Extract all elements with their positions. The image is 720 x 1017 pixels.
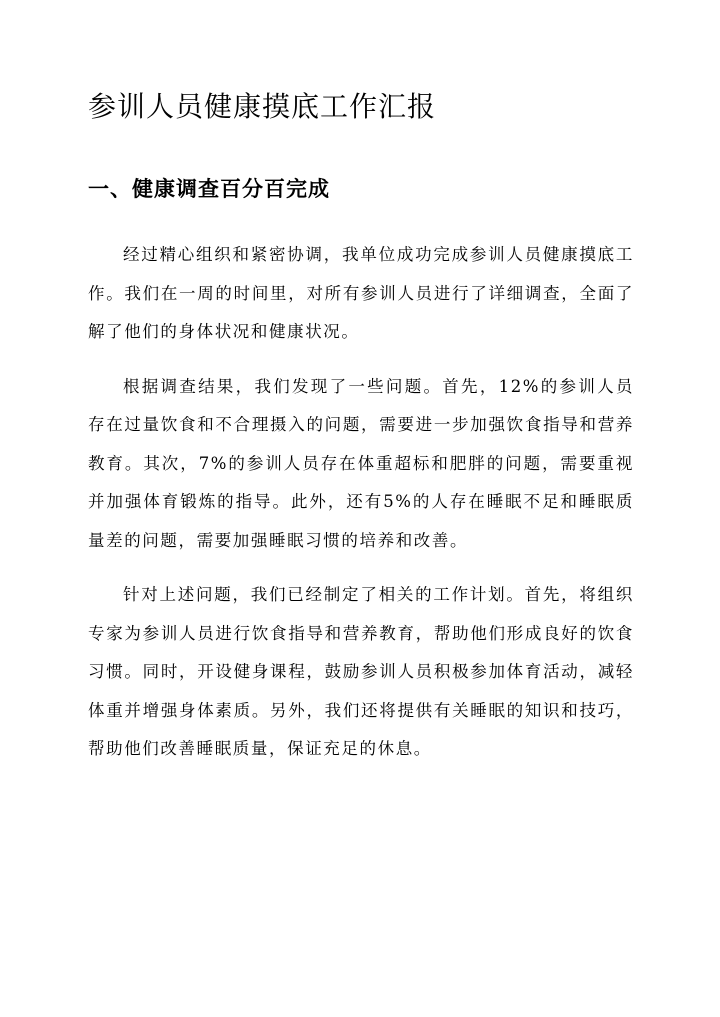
paragraph-work-plan: 针对上述问题，我们已经制定了相关的工作计划。首先，将组织专家为参训人员进行饮食指导和营养教育，帮助他们形成良好的饮食习惯。同时，开设健身课程，鼓励参训人员积极参加体育活动，减轻体重并增强身体素质。另外，我们还将提供有关睡眠的知识和技巧，帮助他们改善睡眠质量，保证充足的休息。: [88, 585, 634, 758]
section-heading: 一、健康调查百分百完成: [88, 176, 330, 201]
document-title: 参训人员健康摸底工作汇报: [88, 90, 437, 123]
paragraph-survey-completion: 经过精心组织和紧密协调，我单位成功完成参训人员健康摸底工作。我们在一周的时间里，对所有参训人员进行了详细调查，全面了解了他们的身体状况和健康状况。: [88, 245, 634, 341]
section-body: [88, 236, 634, 785]
paragraph-survey-findings: 根据调查结果，我们发现了一些问题。首先，12%的参训人员存在过量饮食和不合理摄入的问题，需要进一步加强饮食指导和营养教育。其次，7%的参训人员存在体重超标和肥胖的问题，需要重视并加强体育锻炼的指导。此外，还有5%的人存在睡眠不足和睡眠质量差的问题，需要加强睡眠习惯的培养和改善。: [88, 376, 634, 550]
